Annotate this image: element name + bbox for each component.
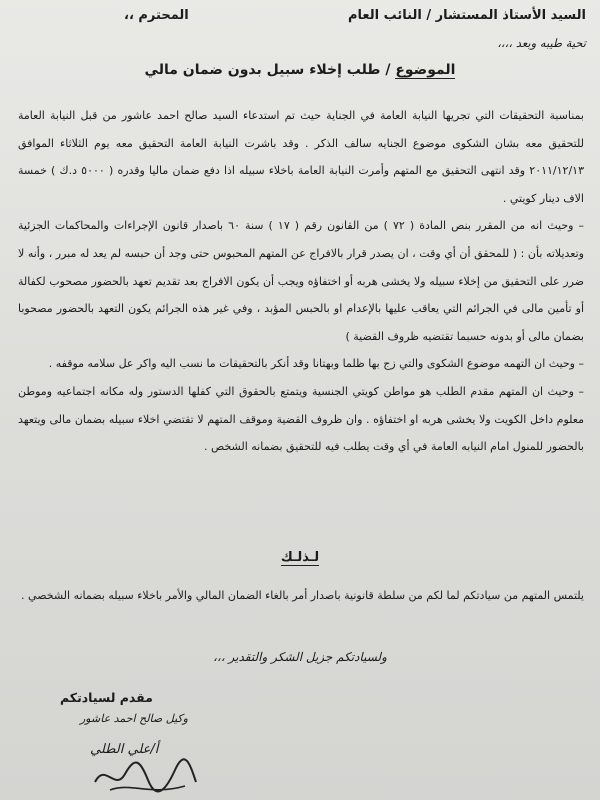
- header: [14, 8, 586, 30]
- request-paragraph: يلتمس المتهم من سيادتكم لما لكم من سلطة قانونية باصدار أمر بالغاء الضمان المالي والأمر باخلاء سبيله بضمانه الشخصي .: [21, 589, 584, 602]
- subject-text: طلب إخلاء سبيل بدون ضمان مالي: [144, 62, 381, 78]
- body-text: [18, 102, 584, 461]
- handwritten-signature: [90, 752, 200, 798]
- subject-line: [0, 62, 600, 78]
- addressee: السيد الأستاذ المستشار / النائب العام: [348, 8, 586, 23]
- agent-line: وكيل صالح احمد عاشور: [80, 712, 188, 725]
- paragraph: – وحيث ان التهمه موضوع الشكوى والتي زج بها ظلما وبهتانا وقد أنكر بالتحقيقات ما نسب اليه واكر عل سلامه موقفه .: [48, 357, 584, 371]
- paragraph: – وحيث انه من المقرر بنص المادة ( ٧٢ ) من القانون رقم ( ١٧ ) سنة ٦٠ باصدار قانون الإجراءات والمحاكمات الجزئية وتعديلاته بأن : ( للمحقق أن أي وقت ، ان يصدر قرار بالافراج عن المتهم المحبوس حتى وجد أن حبسه لم يعد له مبرر ، وأنه لا ضرر على التحقيق من إخلاء سبيله ولا يخشى هربه أو اختفاؤه ويجب أن يكون الافراج بعد تقديم تعهد بالحضور مصحوب لكفالة أو تأمين مالى في الجرائم التي يعاقب عليها بالإعدام او بالحبس المؤبد ، وفي غير هذه الجرائم يكون التعهد بالحضور مصحوبا بضمان مالى أو بدونه حسبما تقتضيه ظروف القضية ): [18, 219, 584, 343]
- request-text: [18, 582, 584, 610]
- paragraph: بمناسبة التحقيقات التي تجريها النيابة العامة في الجناية حيث تم استدعاء السيد صالح احمد عاشور من قبل النيابة العامة للتحقيق معه بشان الشكوى موضوع الجنايه سالف الذكر . وقد باشرت النيابة العامة التحقيق معه يوم الثلاثاء الموافق ٢٠١١/١٢/١٣ وقد انتهى التحقيق مع المتهم وأمرت النيابة العامة باخلاء سبيله اذا دفع ضمان ماليا وقدره ( ٥٠٠٠ د.ك ) خمسة الاف دينار كويتي .: [18, 109, 584, 205]
- submitted-by-label: مقدم لسيادتكم: [60, 690, 153, 705]
- subject-label: الموضوع: [395, 62, 456, 78]
- signatory-name: أ/علي الطلي: [90, 742, 159, 757]
- subject-separator: /: [380, 62, 396, 78]
- conclusion-heading: [0, 550, 600, 565]
- greeting: تحية طيبه وبعد ،،،،: [497, 36, 586, 50]
- conclusion-heading-text: لـذلـك: [280, 550, 320, 565]
- closing-line: ولسيادتكم جزيل الشكر والتقدير ،،،: [213, 650, 387, 664]
- honorific: المحترم ،،: [124, 8, 189, 23]
- paragraph: – وحيث ان المتهم مقدم الطلب هو مواطن كويتي الجنسية ويتمتع بالحقوق التي كفلها الدستور وله مكانه اجتماعيه وموطن معلوم داخل الكويت ولا يخشى هربه او اختفاؤه . وان ظروف القضية وموقف المتهم لا تقتضي اخلاء سبيله بضمان مالى ويتعهد بالحضور للمنول امام النيابه العامة في أي وقت يطلب فيه للتحقيق بضمانه الشخص .: [18, 384, 584, 454]
